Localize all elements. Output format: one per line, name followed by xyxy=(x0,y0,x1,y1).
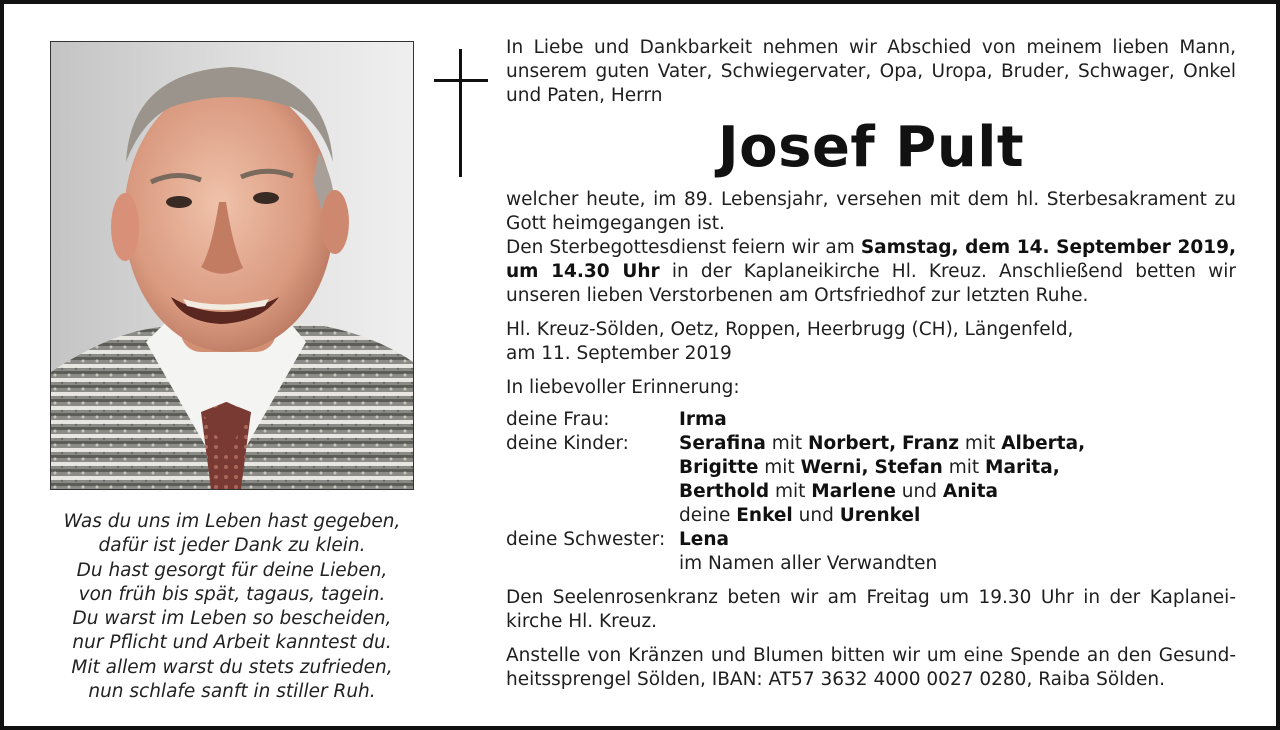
portrait-photo xyxy=(50,41,414,490)
rosary-paragraph: Den Seelenrosenkranz beten wir am Freitag um 19.30 Uhr in der Kaplanei- kirche Hl. Kreuz. xyxy=(506,587,1236,632)
survivor-row: im Namen aller Verwandten xyxy=(679,553,938,574)
survivor-row: Brigitte mit Werni, Stefan mit Marita, xyxy=(679,457,1060,478)
cross-icon xyxy=(434,49,488,177)
portrait-image xyxy=(51,42,413,489)
survivor-row: deine Enkel und Urenkel xyxy=(679,505,921,526)
survivor-row: deine Schwester: Lena xyxy=(506,529,729,550)
poem-line: von früh bis spät, tagaus, tagein. xyxy=(78,583,386,605)
poem-line: dafür ist jeder Dank zu klein. xyxy=(98,535,366,557)
poem-line: nur Pflicht und Arbeit kanntest du. xyxy=(72,632,392,654)
obituary-text xyxy=(506,36,1236,692)
donation-paragraph: Anstelle von Kränzen und Blumen bitten wir um eine Spende an den Gesund- heitssprengel Sölden, IBAN: AT57 3632 4000 0027 0280, Raiba Sölden. xyxy=(506,645,1236,690)
memorial-poem xyxy=(44,510,420,704)
survivor-row: Berthold mit Marlene und Anita xyxy=(679,481,999,502)
poem-line: Was du uns im Leben hast gegeben, xyxy=(63,511,401,532)
poem-line: Du hast gesorgt für deine Lieben, xyxy=(76,559,388,581)
memory-heading: In liebevoller Erinnerung: xyxy=(506,377,740,398)
deceased-name: Josef Pult xyxy=(717,115,1025,180)
poem-line: Du warst im Leben so bescheiden, xyxy=(72,608,392,630)
place-date: Hl. Kreuz-Sölden, Oetz, Roppen, Heerbrugg (CH), Längenfeld, am 11. September 2019 xyxy=(506,319,1074,364)
survivor-row: deine Frau: Irma xyxy=(506,409,727,430)
service-paragraph: Den Sterbegottesdienst feiern wir am Samstag, dem 14. September 2019, um 14.30 Uhr in der Kaplaneikirche Hl. Kreuz. Anschließend betten wir unseren lieben Verstorbenen am Ortsfriedhof zur letzten Ruhe. xyxy=(506,237,1236,306)
survivor-row: deine Kinder: Serafina mit Norbert, Franz mit Alberta, xyxy=(506,433,1086,454)
death-paragraph: welcher heute, im 89. Lebensjahr, versehen mit dem hl. Sterbesakrament zu Gott heimgegangen ist. xyxy=(506,189,1236,234)
survivors-list xyxy=(506,408,1236,576)
poem-line: Mit allem warst du stets zufrieden, xyxy=(71,656,393,678)
poem-line: nun schlafe sanft in stiller Ruh. xyxy=(88,681,376,703)
intro-paragraph: In Liebe und Dankbarkeit nehmen wir Abschied von meinem lieben Mann, unserem guten Vater, Schwiegervater, Opa, Uropa, Bruder, Schwager, Onkel und Paten, Herrn xyxy=(506,37,1236,106)
